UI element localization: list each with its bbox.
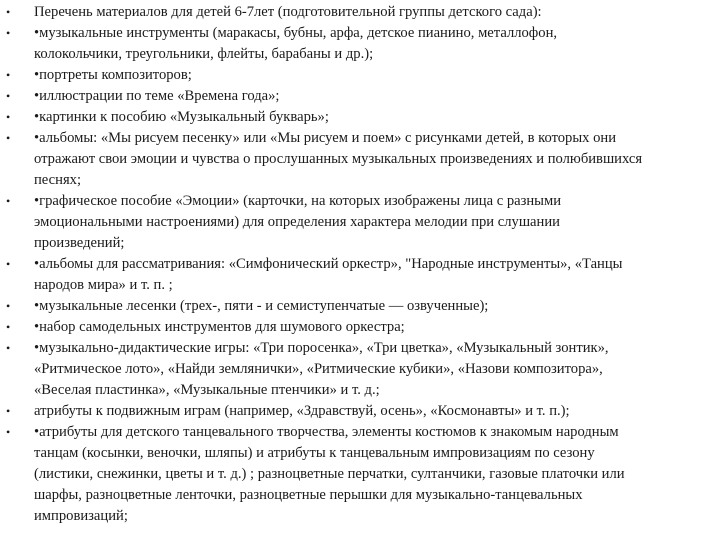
item-text-line: •музыкальные лесенки (трех-, пяти - и семиступенчатые — озвученные); <box>34 298 489 314</box>
bullet-icon: • <box>6 320 11 334</box>
item-text-line: •музыкально-дидактические игры: «Три поросенка», «Три цветка», «Музыкальный зонтик», <box>34 340 609 356</box>
list-item <box>0 191 720 254</box>
list-item <box>0 2 720 23</box>
list-item <box>0 86 720 107</box>
bullet-icon: • <box>6 299 11 313</box>
bullet-icon: • <box>6 425 11 439</box>
item-text-line: атрибуты к подвижным играм (например, «Здравствуй, осень», «Космонавты» и т. п.); <box>34 403 570 419</box>
bullet-icon: • <box>6 26 11 40</box>
bullet-icon: • <box>6 341 11 355</box>
bullet-icon: • <box>6 257 11 271</box>
materials-list <box>0 2 720 527</box>
item-text-line: •атрибуты для детского танцевального творчества, элементы костюмов к знакомым народным <box>34 424 619 440</box>
list-item <box>0 128 720 191</box>
item-text-line: •портреты композиторов; <box>34 67 192 83</box>
item-text-line: •набор самодельных инструментов для шумового оркестра; <box>34 319 405 335</box>
item-text-line: •графическое пособие «Эмоции» (карточки, на которых изображены лица с разными <box>34 193 562 209</box>
list-item <box>0 107 720 128</box>
bullet-icon: • <box>6 404 11 418</box>
bullet-icon: • <box>6 110 11 124</box>
bullet-icon: • <box>6 5 11 19</box>
item-text-line: •иллюстрации по теме «Времена года»; <box>34 88 280 104</box>
item-text-line: «Ритмическое лото», «Найди землянички», «Ритмические кубики», «Назови композитора», <box>34 361 603 377</box>
list-item <box>0 338 720 401</box>
item-text-line: «Веселая пластинка», «Музыкальные птенчики» и т. д.; <box>34 382 380 398</box>
item-text-line: •альбомы: «Мы рисуем песенку» или «Мы рисуем и поем» с рисунками детей, в которых они <box>34 130 617 146</box>
item-text-line: колокольчики, треугольники, флейты, барабаны и др.); <box>34 46 374 62</box>
bullet-icon: • <box>6 194 11 208</box>
bullet-icon: • <box>6 89 11 103</box>
item-text-line: •альбомы для рассматривания: «Симфонический оркестр», "Народные инструменты», «Танцы <box>34 256 623 272</box>
list-item <box>0 254 720 296</box>
list-item <box>0 23 720 65</box>
item-text-line: песнях; <box>34 172 82 188</box>
item-text-line: шарфы, разноцветные ленточки, разноцветные перышки для музыкально-танцевальных <box>34 487 583 503</box>
item-text-line: •музыкальные инструменты (маракасы, бубны, арфа, детское пианино, металлофон, <box>34 25 558 41</box>
item-text-line: народов мира» и т. п. ; <box>34 277 173 293</box>
list-item <box>0 317 720 338</box>
item-text-line: (листики, снежинки, цветы и т. д.) ; разноцветные перчатки, султанчики, газовые платочки или <box>34 466 625 482</box>
item-text-line: •картинки к пособию «Музыкальный букварь»; <box>34 109 329 125</box>
list-item <box>0 422 720 527</box>
item-text-line: Перечень материалов для детей 6-7лет (подготовительной группы детского сада): <box>34 4 542 20</box>
bullet-icon: • <box>6 68 11 82</box>
item-text-line: эмоциональными настроениями) для определения характера мелодии при слушании <box>34 214 560 230</box>
list-item <box>0 296 720 317</box>
list-item <box>0 65 720 86</box>
list-item <box>0 401 720 422</box>
item-text-line: отражают свои эмоции и чувства о прослушанных музыкальных произведениях и полюбившихся <box>34 151 643 167</box>
item-text-line: произведений; <box>34 235 125 251</box>
item-text-line: импровизаций; <box>34 508 128 524</box>
bullet-icon: • <box>6 131 11 145</box>
item-text-line: танцам (косынки, веночки, шляпы) и атрибуты к танцевальным импровизациям по сезону <box>34 445 595 461</box>
